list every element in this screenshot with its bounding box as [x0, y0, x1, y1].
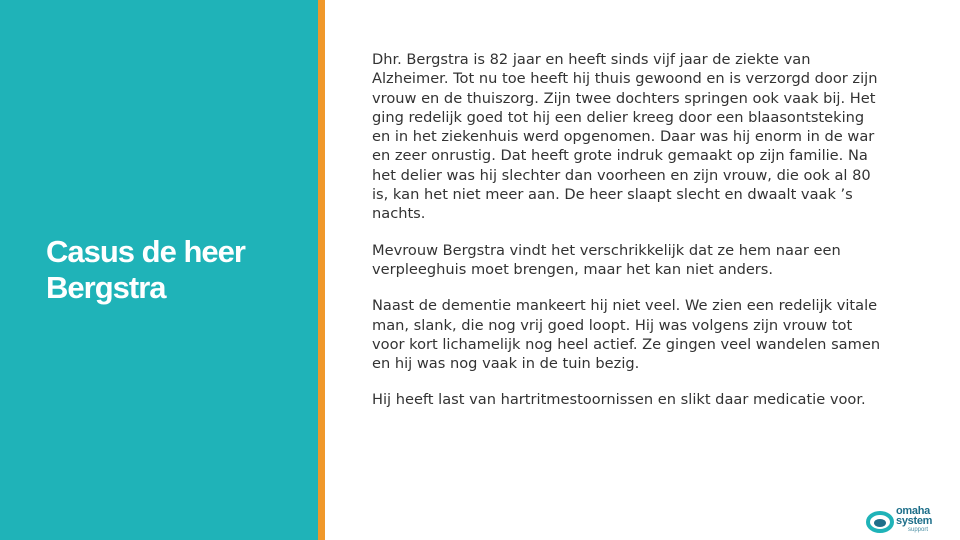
slide-title: Casus de heer Bergstra — [46, 234, 245, 305]
paragraph-condition: Naast de dementie mankeert hij niet veel. We zien een redelijk vitale man, slank, die nog vrij goed loopt. Hij was volgens zijn vrouw tot voor kort lichamelijk nog heel actief. Ze gingen veel wandelen samen en hij was nog vaak in de tuin bezig. — [372, 297, 881, 373]
paragraph-wife: Mevrouw Bergstra vindt het verschrikkelijk dat ze hem naar een verpleeghuis moet brengen, maar het kan niet anders. — [372, 241, 841, 278]
logo-line-1: omaha — [896, 505, 930, 517]
logo-line-2: system — [896, 515, 933, 527]
accent-bar — [318, 0, 325, 540]
logo-swirl-icon — [866, 508, 894, 536]
logo-wordmark — [896, 506, 932, 534]
case-description — [372, 50, 886, 427]
paragraph-medication: Hij heeft last van hartritmestoornissen en slikt daar medicatie voor. — [372, 391, 866, 409]
omaha-system-logo — [866, 506, 936, 540]
paragraph-history: Dhr. Bergstra is 82 jaar en heeft sinds vijf jaar de ziekte van Alzheimer. Tot nu toe heeft hij thuis gewoond en is verzorgd door zijn vrouw en de thuiszorg. Zijn twee dochters springen ook vaak bij. Het ging redelijk goed tot hij een delier kreeg door een blaasontsteking en in het ziekenhuis werd opgenomen. Daar was hij enorm in de war en zeer onrustig. Dat heeft grote indruk gemaakt op zijn familie. Na het delier was hij slechter dan voorheen en zijn vrouw, die ook al 80 is, kan het niet meer aan. De heer slaapt slecht en dwaalt vaak ’s nachts. — [372, 51, 878, 223]
logo-line-3: support — [908, 527, 929, 533]
